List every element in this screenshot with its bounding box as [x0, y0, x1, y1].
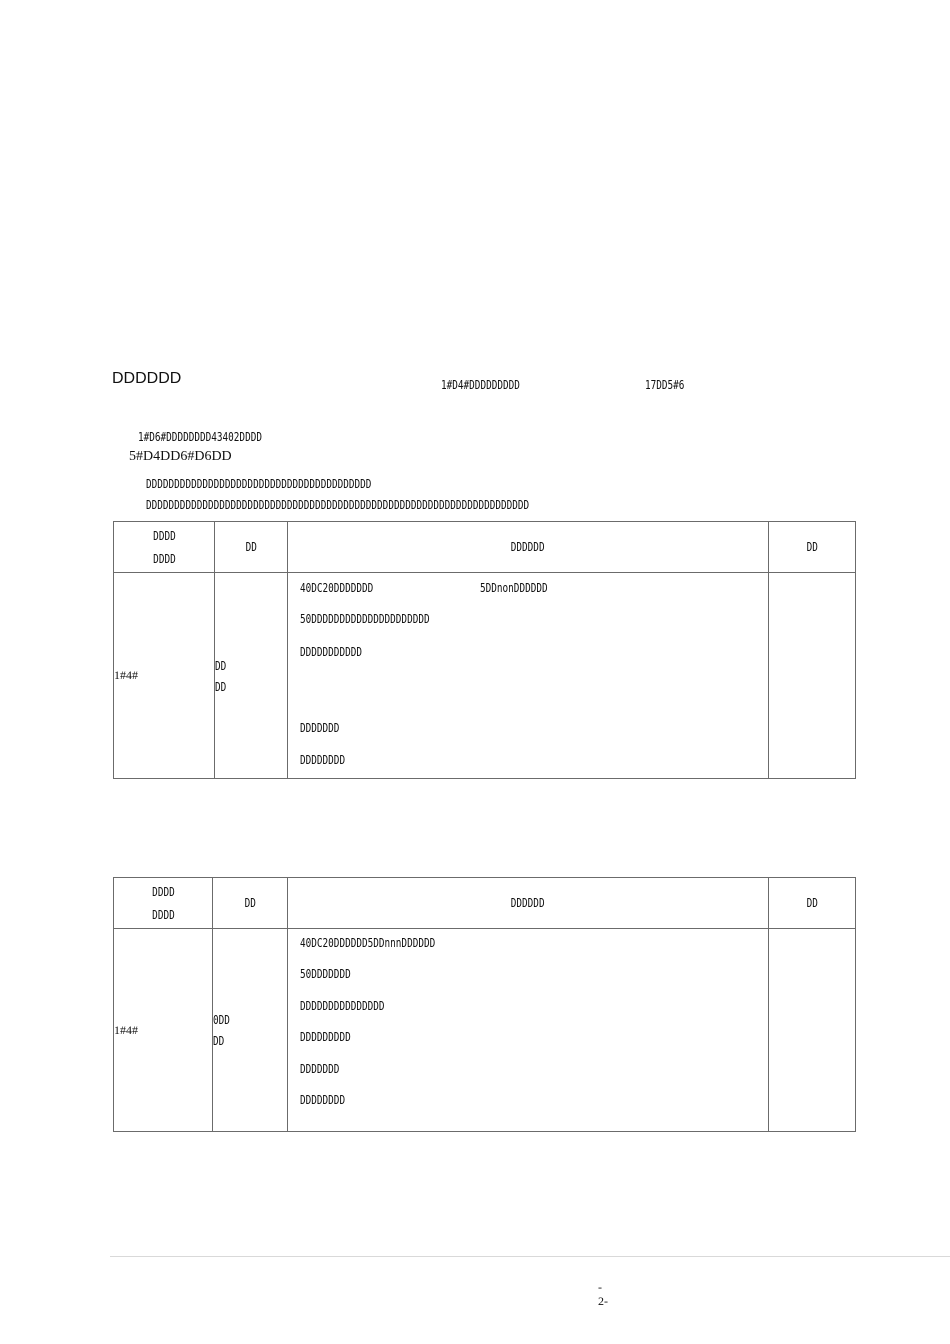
table-row — [114, 929, 856, 1132]
row-label: 1#4# — [114, 573, 215, 779]
page-number-value: 2- — [598, 1294, 608, 1308]
content-line: 40DC20DDDDDDD — [300, 581, 374, 595]
row-mid-cell: 0DD DD — [213, 929, 288, 1132]
header-cell-1: DDDD DDDD — [114, 522, 215, 573]
content-line: 40DC20DDDDDD5DDnnnDDDDDD — [300, 936, 436, 950]
content-line: DDDDDDDDDDD — [300, 645, 362, 659]
row-label: 1#4# — [114, 929, 213, 1132]
table-row — [114, 573, 856, 779]
intro-line-3: DDDDDDDDDDDDDDDDDDDDDDDDDDDDDDDDDDDDDDDD — [146, 477, 372, 491]
footer-divider — [110, 1256, 950, 1257]
content-line: 50DDDDDDDDDDDDDDDDDDDDD — [300, 612, 430, 626]
intro-line-2: 5#D4DD6#D6DD — [129, 449, 232, 464]
row-empty-cell — [769, 929, 856, 1132]
schedule-table-1 — [113, 521, 856, 779]
header-cell-2: DD — [215, 522, 288, 573]
row-mid-cell: DD DD — [215, 573, 288, 779]
header-cell-1: DDDD DDDD — [114, 878, 213, 929]
table-header-row — [114, 522, 856, 573]
intro-line-1: 1#D6#DDDDDDDD43402DDDD — [138, 430, 262, 444]
table-header-row — [114, 878, 856, 929]
schedule-table-2 — [113, 877, 856, 1132]
content-line: DDDDDDD — [300, 721, 340, 735]
page-number-dash: - — [598, 1280, 602, 1294]
header-cell-3: DDDDDD — [288, 878, 769, 929]
content-line: 5DDnonDDDDDD — [480, 581, 548, 595]
page-number — [598, 1280, 608, 1308]
intro-line-4: DDDDDDDDDDDDDDDDDDDDDDDDDDDDDDDDDDDDDDDDDDDDDDDDDDDDDDDDDDDDDDDDDDDD — [146, 498, 530, 512]
header-center-text: 1#D4#DDDDDDDDD — [441, 378, 520, 392]
content-line: 50DDDDDDD — [300, 967, 351, 981]
header-cell-3: DDDDDD — [288, 522, 769, 573]
content-line: DDDDDDDD — [300, 753, 346, 767]
header-cell-4: DD — [769, 522, 856, 573]
row-content-cell — [288, 929, 769, 1132]
content-line: DDDDDDDDDDDDDDD — [300, 999, 385, 1013]
row-empty-cell — [769, 573, 856, 779]
header-cell-4: DD — [769, 878, 856, 929]
content-line: DDDDDDDD — [300, 1093, 346, 1107]
header-cell-2: DD — [213, 878, 288, 929]
page-heading: DDDDDD — [112, 370, 182, 387]
content-line: DDDDDDD — [300, 1062, 340, 1076]
content-line: DDDDDDDDD — [300, 1030, 351, 1044]
header-right-text: 17DD5#6 — [645, 378, 685, 392]
row-content-cell — [288, 573, 769, 779]
